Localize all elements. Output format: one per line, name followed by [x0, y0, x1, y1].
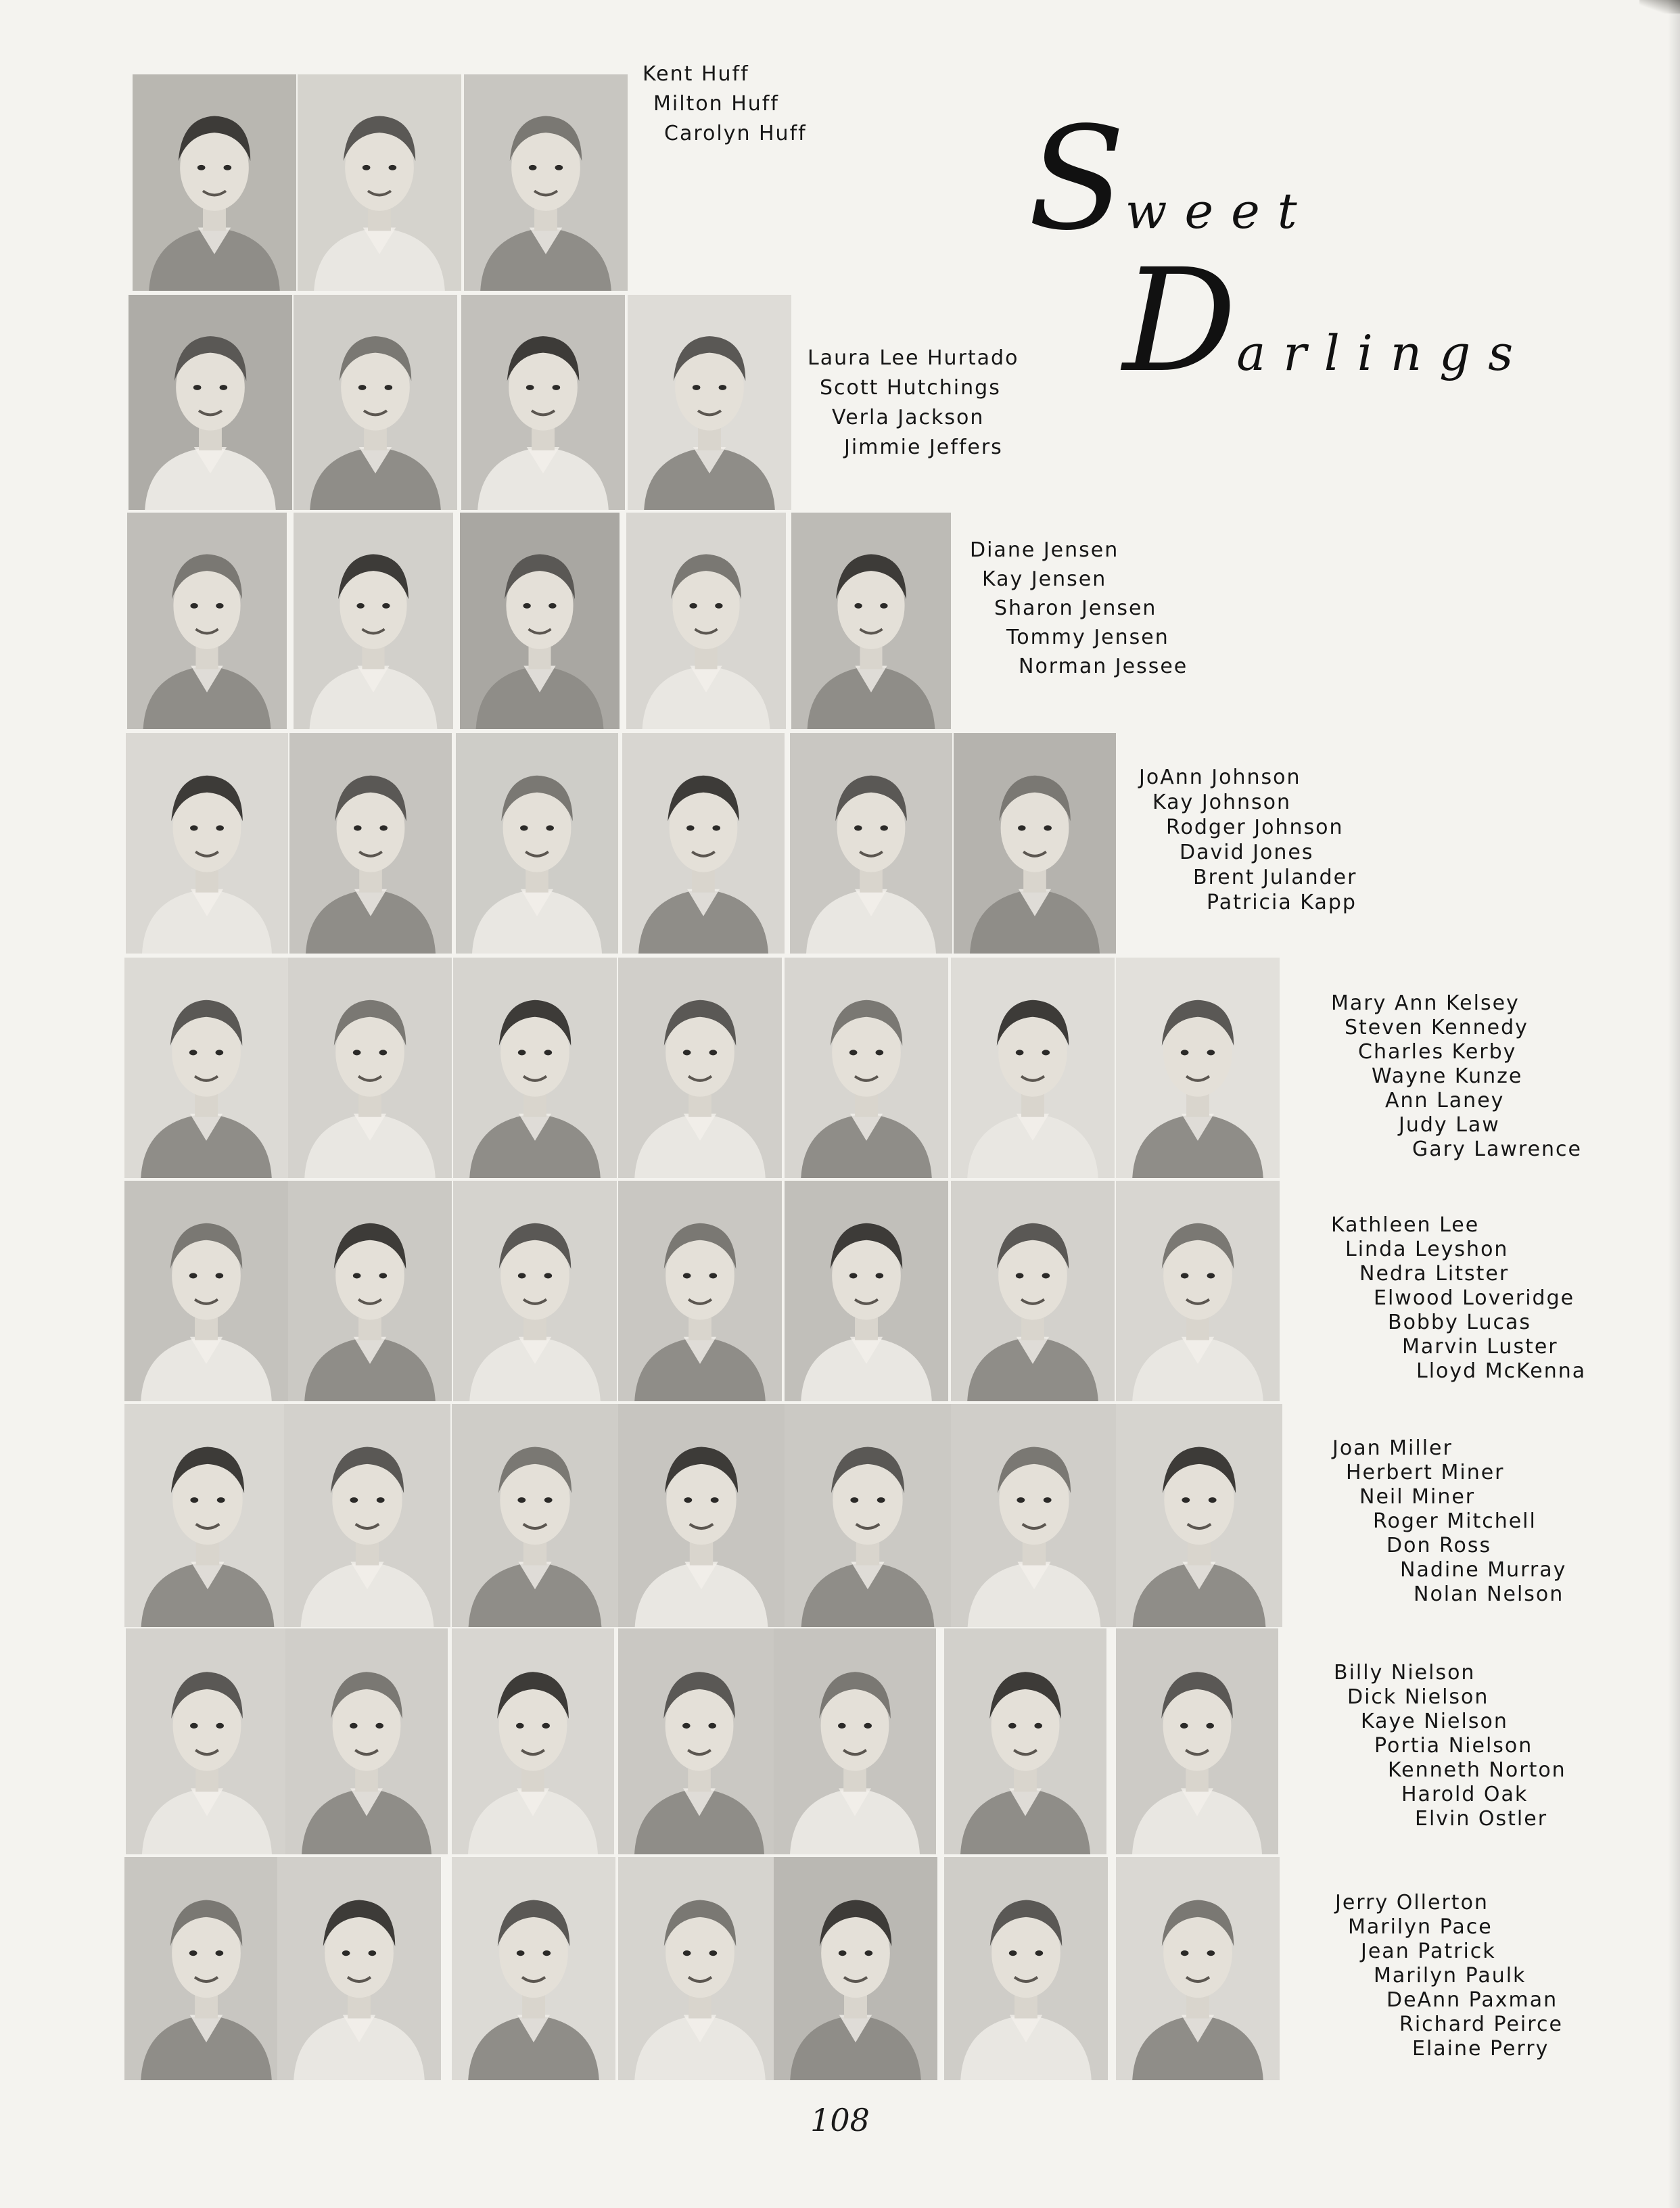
student-name: David Jones — [1180, 841, 1314, 864]
student-name: Mary Ann Kelsey — [1331, 991, 1520, 1015]
student-photo — [288, 958, 452, 1178]
student-photo — [628, 295, 791, 510]
student-name: Marilyn Pace — [1348, 1915, 1493, 1939]
student-photo — [951, 1181, 1115, 1401]
student-name: Verla Jackson — [832, 406, 985, 429]
student-name: Scott Hutchings — [820, 376, 1001, 400]
student-name: Elwood Loveridge — [1374, 1286, 1575, 1310]
student-photo — [124, 1404, 291, 1627]
student-name: Jimmie Jeffers — [844, 436, 1003, 459]
student-photo — [774, 1857, 937, 2080]
student-name: Norman Jessee — [1019, 655, 1188, 678]
student-name: Nedra Litster — [1359, 1262, 1510, 1286]
portrait-row — [0, 733, 1680, 954]
student-name: Kay Jensen — [982, 567, 1107, 591]
student-photo — [1116, 1404, 1282, 1627]
student-photo — [127, 513, 287, 729]
student-photo — [124, 958, 288, 1178]
student-name: Charles Kerby — [1358, 1040, 1517, 1064]
student-photo — [618, 1857, 782, 2080]
student-name: Herbert Miner — [1346, 1461, 1505, 1484]
student-photo — [129, 295, 292, 510]
student-photo — [285, 1628, 448, 1854]
student-name: Dick Nielson — [1347, 1685, 1489, 1709]
page-number: 108 — [810, 2102, 870, 2138]
student-name: Bobby Lucas — [1388, 1311, 1532, 1334]
student-photo — [774, 1628, 936, 1854]
student-photo — [790, 733, 952, 954]
student-name: Rodger Johnson — [1166, 816, 1344, 839]
student-photo — [126, 733, 288, 954]
student-photo — [626, 513, 786, 729]
student-photo — [288, 1181, 452, 1401]
student-name: Milton Huff — [653, 92, 779, 116]
student-name: Portia Nielson — [1374, 1734, 1533, 1758]
student-photo — [1116, 1857, 1280, 2080]
student-photo — [298, 74, 461, 291]
student-photo — [1116, 958, 1280, 1178]
student-name: Don Ross — [1386, 1534, 1492, 1557]
student-photo — [954, 733, 1116, 954]
student-photo — [785, 1181, 948, 1401]
portrait-row — [0, 62, 1680, 291]
student-name: Jean Patrick — [1361, 1940, 1496, 1963]
portrait-row — [0, 1628, 1680, 1854]
student-name: Nolan Nelson — [1414, 1582, 1564, 1606]
student-name: Harold Oak — [1401, 1783, 1529, 1806]
student-photo — [785, 1404, 951, 1627]
student-photo — [951, 1404, 1117, 1627]
student-photo — [452, 1404, 618, 1627]
student-name: Carolyn Huff — [664, 122, 807, 145]
student-photo — [453, 1181, 617, 1401]
student-name: Steven Kennedy — [1345, 1016, 1529, 1039]
title-cap-s: S — [1028, 96, 1125, 262]
student-name: Sharon Jensen — [994, 596, 1157, 620]
student-name: JoAnn Johnson — [1139, 766, 1301, 789]
student-name: Ann Laney — [1385, 1089, 1505, 1112]
student-name: Kent Huff — [643, 62, 749, 86]
student-photo — [944, 1628, 1106, 1854]
student-photo — [294, 295, 457, 510]
student-name: Lloyd McKenna — [1416, 1359, 1587, 1383]
student-photo — [294, 513, 453, 729]
student-name: Diane Jensen — [970, 538, 1119, 562]
student-photo — [618, 1628, 780, 1854]
student-name: Elvin Ostler — [1415, 1807, 1548, 1831]
portrait-row — [0, 513, 1680, 729]
student-name: Judy Law — [1399, 1113, 1500, 1137]
student-photo — [277, 1857, 441, 2080]
student-name: Laura Lee Hurtado — [808, 346, 1019, 370]
student-photo — [1116, 1181, 1280, 1401]
title-rest-weet: weet — [1125, 183, 1315, 239]
student-photo — [1116, 1628, 1278, 1854]
student-name: Kaye Nielson — [1361, 1710, 1508, 1733]
portrait-row — [0, 1404, 1680, 1627]
student-photo — [944, 1857, 1108, 2080]
student-name: Kathleen Lee — [1331, 1213, 1480, 1237]
student-photo — [126, 1628, 288, 1854]
student-photo — [289, 733, 452, 954]
student-photo — [618, 958, 782, 1178]
student-name: Linda Leyshon — [1345, 1238, 1509, 1261]
student-name: Richard Peirce — [1399, 2013, 1563, 2036]
student-name: Marvin Luster — [1402, 1335, 1558, 1359]
student-photo — [453, 958, 617, 1178]
student-name: Marilyn Paulk — [1374, 1964, 1526, 1988]
student-photo — [460, 513, 620, 729]
student-name: Patricia Kapp — [1207, 891, 1357, 914]
student-name: Elaine Perry — [1412, 2037, 1549, 2061]
student-name: Kenneth Norton — [1388, 1758, 1566, 1782]
student-photo — [951, 958, 1115, 1178]
student-photo — [618, 1181, 782, 1401]
portrait-row — [0, 958, 1680, 1178]
student-photo — [284, 1404, 450, 1627]
portrait-row — [0, 1857, 1680, 2080]
portrait-row — [0, 295, 1680, 510]
student-photo — [622, 733, 785, 954]
student-name: Jerry Ollerton — [1335, 1891, 1489, 1915]
student-photo — [124, 1857, 288, 2080]
student-name: Kay Johnson — [1152, 791, 1292, 814]
student-photo — [464, 74, 628, 291]
student-photo — [791, 513, 951, 729]
student-photo — [785, 958, 948, 1178]
student-photo — [124, 1181, 288, 1401]
student-name: Brent Julander — [1193, 866, 1357, 889]
student-name: Billy Nielson — [1334, 1661, 1476, 1685]
student-photo — [618, 1404, 785, 1627]
student-photo — [452, 1628, 614, 1854]
student-name: Wayne Kunze — [1372, 1064, 1523, 1088]
student-name: Neil Miner — [1359, 1485, 1476, 1509]
student-photo — [452, 1857, 615, 2080]
student-name: Gary Lawrence — [1412, 1137, 1582, 1161]
student-name: DeAnn Paxman — [1386, 1988, 1558, 2012]
student-photo — [133, 74, 296, 291]
title-cap-d: D — [1123, 238, 1237, 404]
portrait-row — [0, 1181, 1680, 1401]
student-name: Roger Mitchell — [1373, 1509, 1537, 1533]
student-name: Tommy Jensen — [1006, 626, 1169, 649]
student-photo — [456, 733, 618, 954]
title-rest-arlings: arlings — [1236, 325, 1531, 381]
student-photo — [461, 295, 625, 510]
student-name: Nadine Murray — [1400, 1558, 1567, 1582]
student-name: Joan Miller — [1332, 1436, 1453, 1460]
